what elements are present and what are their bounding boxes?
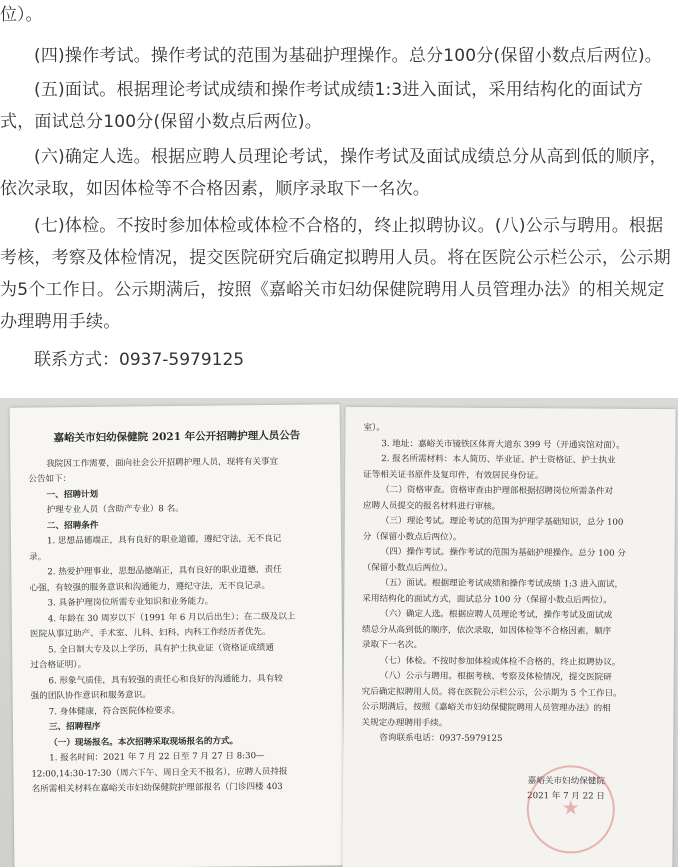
- notice-line: 录取下一名次。: [361, 639, 423, 651]
- notice-line: 护理专业人员（含助产专业）8 名。: [46, 503, 184, 516]
- paragraph-physical-exam: (七)体检。不按时参加体检或体检不合格的，终止拟聘协议。(八)公示与聘用。根据考核，考察及体检情况，提交医院研究后确定拟聘用人员。将在医院公示栏公示，公示期为5个工作日。公示期满后，按照《嘉峪关市妇幼保健院聘用人员管理办法》的相关规定办理聘用手续。: [0, 216, 671, 332]
- notice-line: （六）确定人选。根据应聘人员理论考试，操作考试及面试成: [380, 609, 613, 621]
- notice-line: （二）资格审查。资格审查由护理部根据招聘岗位所需条件对: [380, 485, 614, 497]
- notice-sign-org: 嘉峪关市妇幼保健院: [527, 775, 606, 787]
- notice-line: 7. 身体健康，符合医院体检要求。: [48, 705, 181, 717]
- notice-line: （保留小数点后两位）。: [362, 562, 453, 574]
- notice-line: 我院因工作需要，面向社会公开招聘护理人员，现将有关事宜: [46, 456, 279, 469]
- notice-line: 采用结构化的面试方式，面试总分 100 分（保留小数点后两位）。: [362, 593, 612, 606]
- notice-line: 6. 形象气质佳，具有较强的责任心和良好的沟通能力，具有较: [48, 673, 283, 686]
- notice-line: 1. 思想品德端正，具有良好的职业道德，遵纪守法，无不良记: [46, 533, 282, 547]
- paragraph-interview: (五)面试。根据理论考试成绩和操作考试成绩1:3进入面试，采用结构化的面试方式，面试总分100分(保留小数点后两位)。: [0, 80, 644, 132]
- notice-right-text: [361, 421, 662, 806]
- notice-left-text: [28, 418, 330, 798]
- notice-line: 分（保留小数点后两位）。: [362, 531, 462, 543]
- notice-line: 医院从事过助产、手术室、儿科、妇科、内科工作经历者优先。: [29, 627, 271, 640]
- paragraph-end-fragment: 位）。: [0, 5, 43, 25]
- notice-line: 强的团队协作意识和服务意识。: [30, 690, 151, 702]
- notice-page-left: [10, 404, 345, 867]
- notice-line: 绩总分从高到低的顺序，依次录取，如因体检等不合格因素，顺序: [362, 624, 612, 637]
- notice-left-lines: [28, 454, 330, 798]
- notice-photo: [0, 398, 678, 867]
- notice-line: 公示期满后，按照《嘉峪关市妇幼保健院聘用人员管理办法》的相: [361, 701, 611, 714]
- notice-line: 2. 报名所需材料：本人简历、毕业证、护士资格证、护士执业: [381, 454, 616, 466]
- notice-line: （五）面试。根据理论考试成绩和操作考试成绩 1:3 进入面试，: [380, 578, 624, 590]
- notice-line: 3. 地址：嘉峪关市镜铁区体育大道东 399 号（开通宾馆对面）。: [381, 438, 625, 451]
- notice-line: 录。: [29, 551, 47, 563]
- paragraph-selection: (六)确定人选。根据应聘人员理论考试，操作考试及面试成绩总分从高到低的顺序，依次录取，如因体检等不合格因素，顺序录取下一名次。: [0, 147, 667, 199]
- notice-line: （三）理论考试。理论考试的范围为护理学基础知识，总分 100: [380, 516, 624, 528]
- notice-line: 3. 具备护理岗位所需专业知识和业务能力。: [47, 596, 214, 609]
- notice-line: （一）现场报名。本次招聘采取现场报名的方式。: [49, 735, 239, 748]
- notice-line: （七）体检。不按时参加体检或体检不合格的，终止拟聘协议。: [379, 655, 621, 668]
- notice-line: 二、招聘条件: [46, 520, 99, 531]
- notice-line: 12:00,14:30-17:30（周六下午、周日全天不报名），应聘人员持报: [31, 766, 288, 780]
- notice-sign-date: 2021 年 7 月 22 日: [527, 791, 605, 802]
- notice-line: 过合格证明）。: [30, 659, 87, 671]
- notice-line: （四）操作考试。操作考试的范围为基础护理操作。总分 100 分: [380, 547, 626, 559]
- notice-line: 1. 报名时间：2021 年 7 月 22 日至 7 月 27 日 8:30—: [49, 751, 265, 764]
- paragraph-operation-exam: (四)操作考试。操作考试的范围为基础护理操作。总分100分(保留小数点后两位)。: [34, 46, 662, 66]
- notice-line: 5. 全日制大专及以上学历，具有护士执业证（资格证成绩通: [48, 642, 274, 655]
- notice-line: 应聘人员提交的报名材料进行审核。: [362, 500, 501, 512]
- notice-line: 究后确定拟聘用人员。将在医院公示栏公示，公示期为 5 个工作日。: [361, 686, 622, 699]
- notice-page-right: [342, 407, 675, 867]
- notice-line: 名所需相关材料在嘉峪关市妇幼保健院护理部报名（门诊四楼 403: [31, 781, 283, 795]
- notice-line: 公告如下：: [28, 474, 72, 485]
- notice-line: 三、招聘程序: [48, 721, 101, 733]
- notice-line: 2. 热爱护理事业，思想品德端正，具有良好的职业道德，责任: [47, 564, 282, 578]
- notice-line: 室）。: [363, 422, 385, 434]
- notice-line: 关规定办理聘用手续。: [361, 717, 448, 729]
- notice-line: （八）公示与聘用。根据考核、考察及体检情况，提交医院研: [379, 671, 612, 683]
- official-seal: [527, 765, 616, 854]
- notice-line: 心强，有较强的服务意识和沟通能力，遵纪守法，无不良记录。: [29, 580, 271, 594]
- notice-right-lines: [361, 421, 661, 749]
- notice-line: 4. 年龄在 30 周岁以下（1991 年 6 月以后出生）；在二级及以上: [47, 611, 296, 624]
- contact-info: 联系方式：0937-5979125: [34, 350, 245, 370]
- notice-line: 证等相关证书原件及复印件，有效居民身份证。: [363, 469, 544, 481]
- notice-line: 咨询联系电话：0937-5979125: [379, 733, 503, 744]
- notice-line: 一、招聘计划: [46, 489, 99, 500]
- notice-title: 嘉峪关市妇幼保健院 2021 年公开招聘护理人员公告: [53, 429, 301, 445]
